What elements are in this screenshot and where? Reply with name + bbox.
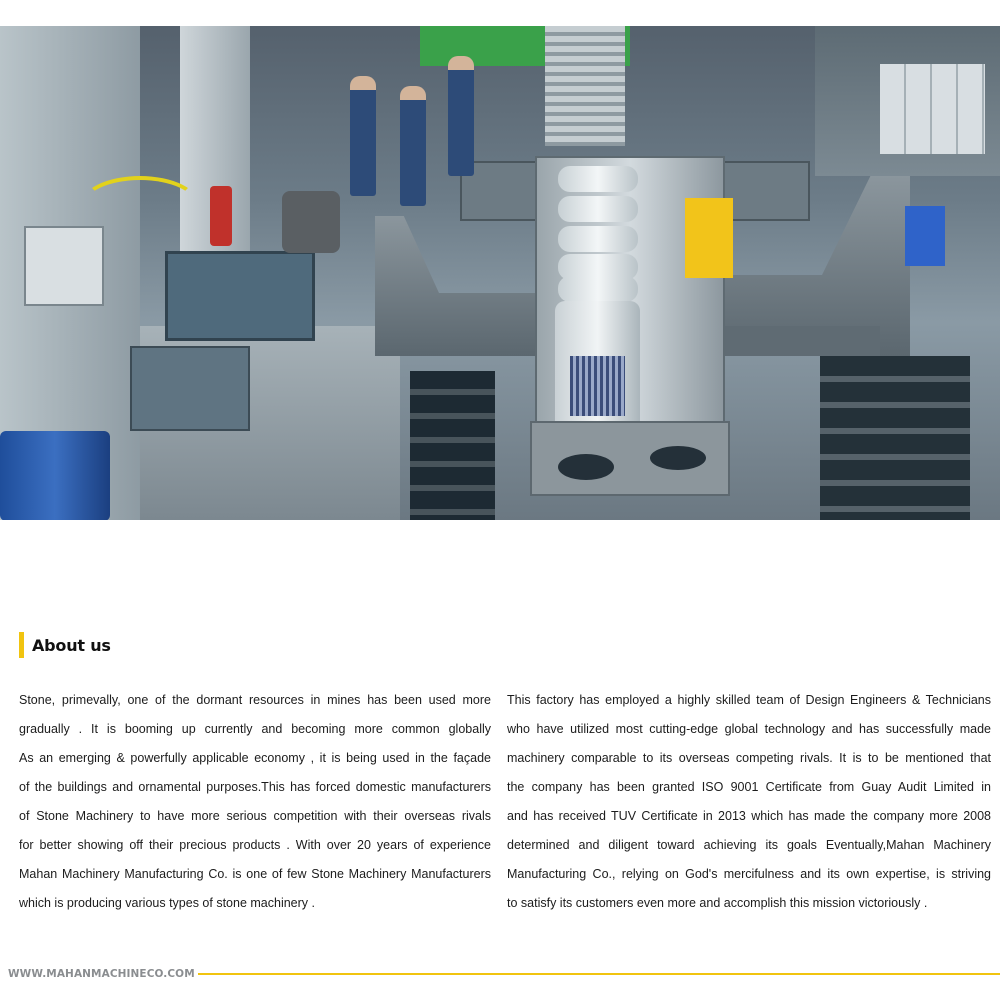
photo-left-pit (410, 371, 495, 520)
text-line: Manufacturing Co., relying on God's mercifulness and its own expertise, is striving (507, 867, 991, 881)
heading-accent-bar (19, 632, 24, 658)
photo-left-machine (165, 251, 315, 341)
text-line: for better showing off their precious products . With over 20 years of experience (19, 838, 491, 852)
photo-blue-barrel (0, 431, 110, 520)
photo-base-hole (650, 446, 706, 470)
photo-top-rail (545, 26, 625, 146)
photo-worker (400, 86, 426, 206)
photo-left-bridge (375, 216, 535, 356)
website-url[interactable]: WWW.MAHANMACHINECO.COM (8, 968, 195, 980)
photo-blue-unit (905, 206, 945, 266)
text-line: gradually . It is booming up currently and becoming more common globally (19, 722, 491, 736)
photo-worker (350, 76, 376, 196)
photo-motor (558, 276, 638, 302)
photo-motor (558, 196, 638, 222)
text-line: the company has been granted ISO 9001 Certificate from Guay Audit Limited in (507, 780, 991, 794)
text-line: Stone, primevally, one of the dormant resources in mines has been used more (19, 693, 491, 707)
text-line: and has received TUV Certificate in 2013 which has made the company more 2008 (507, 809, 991, 823)
text-line: of Stone Machinery to have more serious competition with their overseas rivals (19, 809, 491, 823)
photo-motor (558, 166, 638, 192)
photo-stone-stack (880, 64, 985, 154)
about-text-right (507, 686, 991, 918)
text-line: which is producing various types of stone machinery . (19, 896, 315, 910)
text-line: determined and diligent toward achieving its goals Eventually,Mahan Machinery (507, 838, 991, 852)
text-line: who have utilized most cutting-edge global technology and has successfully made (507, 722, 991, 736)
photo-motor-grille (570, 356, 625, 416)
photo-worker (448, 56, 474, 176)
section-title: About us (32, 635, 111, 655)
footer-rule (198, 973, 1000, 975)
photo-fire-extinguisher (210, 186, 232, 246)
photo-right-pit (820, 356, 970, 520)
text-line: of the buildings and ornamental purposes.This has forced domestic manufacturers (19, 780, 491, 794)
photo-steel-block (130, 346, 250, 431)
photo-motor (558, 226, 638, 252)
about-heading (19, 632, 111, 658)
text-line: machinery comparable to its overseas competing rivals. It is to be mentioned that (507, 751, 991, 765)
text-line: This factory has employed a highly skilled team of Design Engineers & Technicians (507, 693, 991, 707)
photo-right-rail (700, 326, 880, 356)
text-line: to satisfy its customers even more and accomplish this mission victoriously . (507, 896, 928, 910)
about-text-left (19, 686, 491, 918)
photo-yellow-unit (685, 198, 733, 278)
text-line: Mahan Machinery Manufacturing Co. is one of few Stone Machinery Manufacturers (19, 867, 491, 881)
photo-base-hole (558, 454, 614, 480)
page-footer (8, 967, 1000, 981)
photo-grey-barrel (282, 191, 340, 253)
photo-control-box (24, 226, 104, 306)
factory-photo (0, 26, 1000, 520)
text-line: As an emerging & powerfully applicable economy , it is being used in the façade (19, 751, 491, 765)
